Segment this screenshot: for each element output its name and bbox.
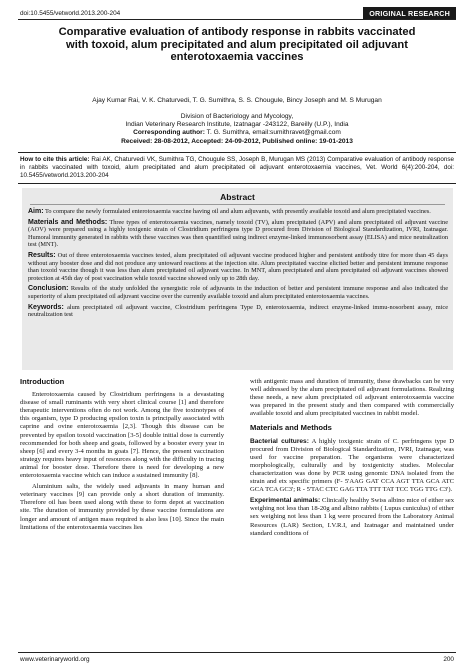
experimental-animals-label: Experimental animals:	[250, 497, 321, 505]
intro-paragraph-1: Enterotoxaemia caused by Clostridium perfringens is a devastating disease of small ruminants with very short clinical course [1] and therefore therapeutic interventions often do not work. Among the five toxinotypes of this organism, type D producing epsilon toxin is principally associated with caprine and ovine enterotoxaemia [2,3]. Though this disease can be prevented by epsilon toxoid vaccination [3-5] double initial dose is currently recommended for both sheep and goats, followed by a booster every year in sheep [6] and every 3-4 months in goats [7]. Hence, the present vaccination strategy requires heavy input of resources along with the difficulty in tracing animal for booster dose. Therefore there is need for developing a new enterotoxaemia vaccine which can induce a sustained immunity [8].	[20, 391, 224, 480]
corresponding-text: T. G. Sumithra, email:sumithravet@gmail.com	[204, 129, 341, 137]
abstract-aim	[28, 208, 448, 216]
author-list: Ajay Kumar Rai, V. K. Chaturvedi, T. G. Sumithra, S. S. Chougule, Bincy Joseph and M. S Murugan	[92, 97, 382, 104]
conclusion-text: Results of the study unfolded the synergistic role of adjuvants in the induction of better and persistent immune response and also indicated the superiority of alum precipitated oil adjuvant vaccine over the currently available toxoid and alum precipitated enterotoxaemia vaccines.	[28, 285, 448, 300]
conclusion-label: Conclusion:	[28, 285, 69, 293]
aim-label: Aim:	[28, 208, 44, 215]
results-label: Results:	[28, 251, 56, 259]
title-line: Comparative evaluation of antibody response in rabbits vaccinated	[58, 26, 416, 38]
affiliation-block	[20, 113, 454, 146]
right-column	[250, 378, 454, 541]
affiliation-institute: Indian Veterinary Research Institute, Izatnagar -243122, Bareilly (U.P.), India	[125, 121, 349, 129]
bacterial-cultures-label: Bacterial cultures:	[250, 437, 309, 445]
methods-text: Three types of enterotoxaemia vaccines, namely toxoid (TV), alum precipitated (APV) and alum precipitated oil adjuvant vaccine (AOV) were prepared using a highly toxigenic strain of Clostridium perfringens type D procured from Division of Biological Standardization, IVRI, Izatnagar. Humoral immunity generated in rabbits with these vaccines was then quantified using indirect enzyme-linked immunosorbent assay (ELISA) and mice neutralization test (MNT).	[28, 218, 448, 249]
citation-text: Rai AK, Chaturvedi VK, Sumithra TG, Chougule SS, Joseph B, Murugan MS (2013) Comparative evaluation of antibody response in rabbits vaccinated with toxoid, alum precipitated and alum precipitated oil adjuvant enterotoxaemia vaccines, Vet. World 6(4):200-204, doi: 10.5455/vetworld.2013.200-204	[20, 156, 454, 179]
header-divider	[18, 19, 456, 20]
methods-heading: Materials and Methods	[250, 423, 332, 433]
experimental-animals-paragraph	[250, 497, 454, 537]
doi-text: doi:10.5455/vetworld.2013.200-204	[20, 10, 121, 17]
corresponding-label: Corresponding author:	[133, 129, 205, 137]
abstract-body	[28, 208, 448, 322]
abstract-divider	[30, 204, 445, 205]
abstract-heading: Abstract	[220, 192, 255, 202]
journal-website: www.veterinaryworld.org	[20, 656, 90, 663]
abstract-keywords	[28, 304, 448, 319]
cite-divider-bottom	[18, 183, 456, 184]
bacterial-cultures-paragraph	[250, 438, 454, 495]
experimental-animals-text: Clinically healthy Swiss albino mice of either sex weighing not less than 18-20g and albino rabbits ( Lupus cuniculus) of either sex weighing not less than 1 kg were procured from the Laboratory Animal Resources (LAR) Section, I.V.R.I, and Izatnagar and maintained under standard conditions of	[250, 497, 454, 537]
dates-text: Received: 28-08-2012, Accepted: 24-09-2012, Published online: 19-01-2013	[121, 137, 353, 145]
intro-continued-paragraph: with antigenic mass and duration of immunity, these drawbacks can be very well addressed by the alum precipitated oil adjuvant formulations. Realizing these needs, a new alum precipitated oil adjuvant enterotoxaemia vaccine was prepared in the present study and then compared with commercially available toxoid and alum precipitated vaccines in rabbit model.	[250, 378, 454, 418]
introduction-heading: Introduction	[20, 377, 65, 386]
citation-label: How to cite this article:	[20, 156, 90, 163]
abstract-methods	[28, 219, 448, 249]
keywords-text: alum precipitated oil adjuvant vaccine, Clostridium perfringens Type D, enterotoxaemia, indirect enzyme-linked immu-nosorbent assay, mice neutralization test	[28, 303, 448, 319]
abstract-conclusion	[28, 285, 448, 300]
affiliation-division: Division of Bacteriology and Mycology,	[180, 113, 294, 120]
title-line: with toxoid, alum precipitated and alum precipitated oil adjuvant	[66, 38, 408, 51]
keywords-label: Keywords:	[28, 303, 64, 311]
page-number: 200	[443, 656, 454, 663]
aim-text: To compare the newly formulated enterotoxaemia vaccine having oil and alum adjuvants, with presently available toxoid and alum precipitated vaccines.	[43, 208, 431, 215]
title-line: enterotoxaemia vaccines	[170, 51, 304, 63]
footer-divider	[18, 652, 456, 653]
corresponding-author	[20, 129, 454, 137]
methods-label: Materials and Methods:	[28, 218, 108, 226]
results-text: Out of three enterotoxaemia vaccines tested, alum precipitated oil adjuvant vaccine produced higher and persistent antibody titre for more than 45 days without any booster dose and did not produce any untoward reactions at the injection site. Alum precipitated vaccine elicited better and persistent immune response than toxoid vaccine though it was less than alum precipitated oil adjuvant vaccine. In MNT, alum precipitated and alum precipitated oil adjuvant vaccines showed protection at 45th day of post vaccination while toxoid vaccine showed only up to 28th day.	[28, 251, 448, 282]
article-title	[20, 26, 454, 64]
citation-block	[20, 156, 454, 179]
bacterial-cultures-text: A highly toxigenic strain of C. perfringens type D procured from Division of Biological Standardization, IVRI, Izatnagar, was used for vaccine preparation. The organisms were characterized morphologically, culturally and by toxigenicity studies. Molecular characterization was done by PCR using genomic DNA isolated from the strain and etx specific primers (F- 5'AAG GAT CCA AGT TTA GCA ATC GCA TCA GC3'; R - 5'TAC CTC GAG TTA TTT TAT TCC TGG TTG C3').	[250, 437, 454, 494]
abstract-results	[28, 252, 448, 282]
dates-line	[20, 138, 454, 146]
left-column	[20, 378, 224, 535]
intro-paragraph-2: Aluminium salts, the widely used adjuvants in many human and veterinary vaccines [9] can provide only a short duration of immunity. Therefore oil has been used along with these to form depot at vaccination site. The duration of immunity provided by these vaccine formulations are longer and amount of antigen mass required is also less [10]. Since the main limitations of the enterotoxaemia vaccines lies	[20, 483, 224, 531]
article-type-badge: ORIGINAL RESEARCH	[363, 7, 456, 20]
cite-divider-top	[18, 152, 456, 153]
